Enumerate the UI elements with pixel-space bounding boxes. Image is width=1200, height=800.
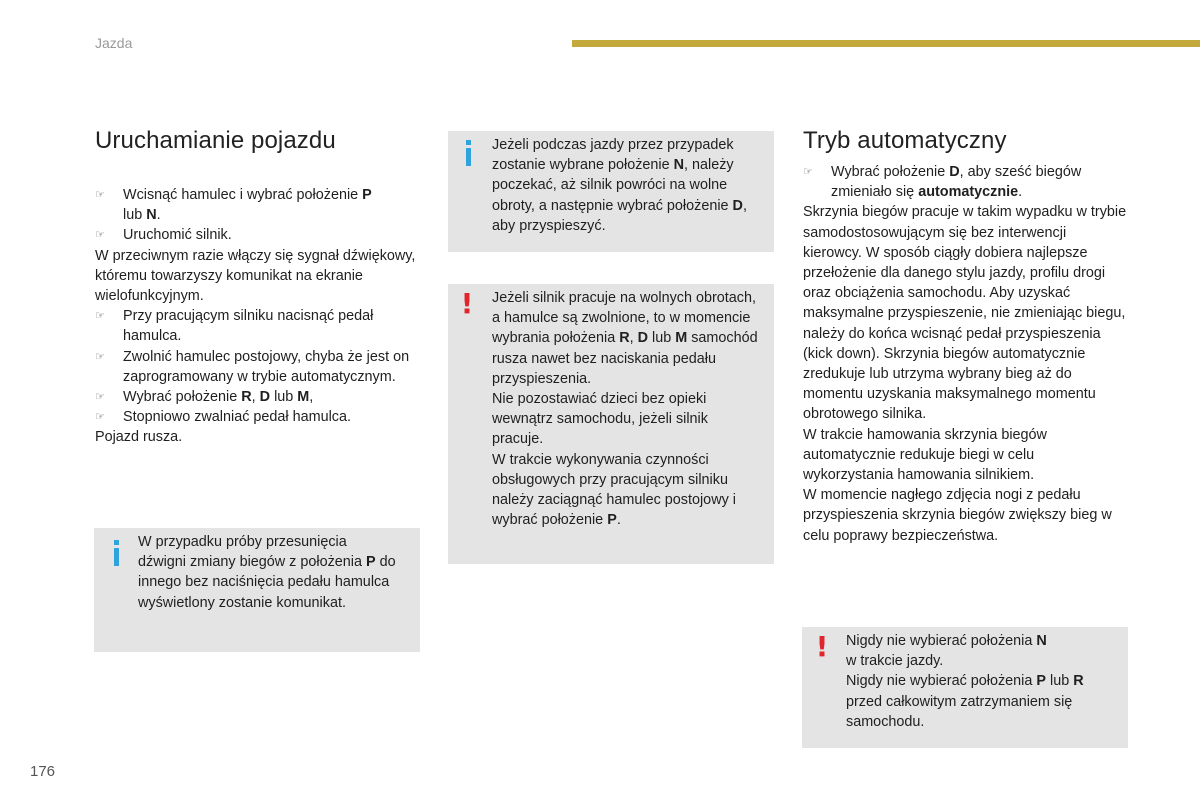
list-item: ☞ Zwolnić hamulec postojowy, chyba że jest on zaprogramowany w trybie automatycznym. [95, 348, 410, 385]
pointing-hand-icon: ☞ [803, 166, 813, 178]
pointing-hand-icon: ☞ [95, 391, 105, 404]
pointing-hand-icon: ☞ [95, 411, 105, 424]
paragraph: W przeciwnym razie włączy się sygnał dźwiękowy, któremu towarzyszy komunikat na ekranie wielofunkcyjnym. [95, 247, 416, 305]
start-steps-list-2 [95, 306, 420, 427]
info-text: W przypadku próby przesunięcia dźwigni zmiany biegów z położenia P do innego bez naciśnięcia pedału hamulca wyświetlony zostanie komunikat. [138, 534, 396, 611]
page-number: 176 [30, 763, 56, 780]
info-box [448, 131, 774, 252]
paragraph: W trakcie hamowania skrzynia biegów automatycznie redukuje biegi w celu wykorzystania hamowania silnikiem. [803, 426, 1047, 484]
paragraph: W momencie nagłego zdjęcia nogi z pedału przyspieszenia skrzynia biegów zwiększy bieg w celu poprawy bezpieczeństwa. [803, 487, 1112, 544]
automatic-steps-list [803, 162, 1128, 202]
section-accent-bar [572, 40, 1200, 47]
list-item: ☞ Przy pracującym silniku nacisnąć pedał hamulca. [95, 308, 374, 345]
pointing-hand-icon: ☞ [95, 189, 105, 201]
list-item: ☞ Wcisnąć hamulec i wybrać położenie P lub N. [95, 187, 372, 224]
warning-box [802, 627, 1128, 748]
warning-text: Nigdy nie wybierać położenia N w trakcie jazdy. Nigdy nie wybierać położenia P lub R przed całkowitym zatrzymaniem się samochodu. [846, 633, 1084, 730]
info-icon [466, 148, 471, 166]
heading-starting-vehicle: Uruchamianie pojazdu [95, 127, 336, 154]
info-icon [114, 548, 119, 566]
paragraph: Skrzynia biegów pracuje w takim wypadku w trybie samodostosowującym się bez interwencji kierowcy. W sposób ciągły dobiera najlepsze przełożenie dla danego stylu jazdy, profilu drogi oraz obciążenia samochodu. Aby uzyskać maksymalne przyspieszenie, nie zmieniając biegu, należy do końca wcisnąć pedał przyspieszenia (kick down). Skrzynia biegów automatycznie zredukuje lub utrzyma wybrany bieg aż do momentu uzyskania maksymalnego momentu obrotowego silnika. [803, 204, 1127, 423]
pointing-hand-icon: ☞ [95, 350, 105, 363]
exclamation-icon: ! [460, 287, 474, 320]
pointing-hand-icon: ☞ [95, 229, 105, 242]
starting-instructions [95, 185, 420, 448]
pointing-hand-icon: ☞ [95, 310, 105, 323]
warning-box [448, 284, 774, 564]
info-text: Jeżeli podczas jazdy przez przypadek zostanie wybrane położenie N, należy poczekać, aż silnik powróci na wolne obroty, a następnie wybrać położenie D, aby przyspieszyć. [492, 137, 747, 234]
start-steps-list [95, 185, 420, 246]
exclamation-icon: ! [815, 630, 829, 663]
list-item: ☞ Wybrać położenie D, aby sześć biegów zmieniało się automatycznie. [803, 164, 1082, 201]
heading-automatic-mode: Tryb automatyczny [803, 127, 1007, 154]
warning-text: Jeżeli silnik pracuje na wolnych obrotach, a hamulce są zwolnione, to w momencie wybrania położenia R, D lub M samochód rusza nawet bez naciskania pedału przyspieszenia. Nie pozostawiać dzieci bez opieki wewnątrz samochodu, jeżeli silnik pracuje. W trakcie wykonywania czynności obsługowych przy pracującym silniku należy zaciągnąć hamulec postojowy i wybrać położenie P. [492, 290, 758, 529]
automatic-mode-text [803, 162, 1128, 546]
list-item: ☞ Wybrać położenie R, D lub M, [95, 387, 420, 407]
paragraph: Pojazd rusza. [95, 429, 183, 446]
list-item: ☞ Stopniowo zwalniać pedał hamulca. [95, 407, 420, 427]
info-box [94, 528, 420, 652]
section-label: Jazda [95, 35, 133, 51]
list-item: ☞ Uruchomić silnik. [95, 225, 420, 245]
